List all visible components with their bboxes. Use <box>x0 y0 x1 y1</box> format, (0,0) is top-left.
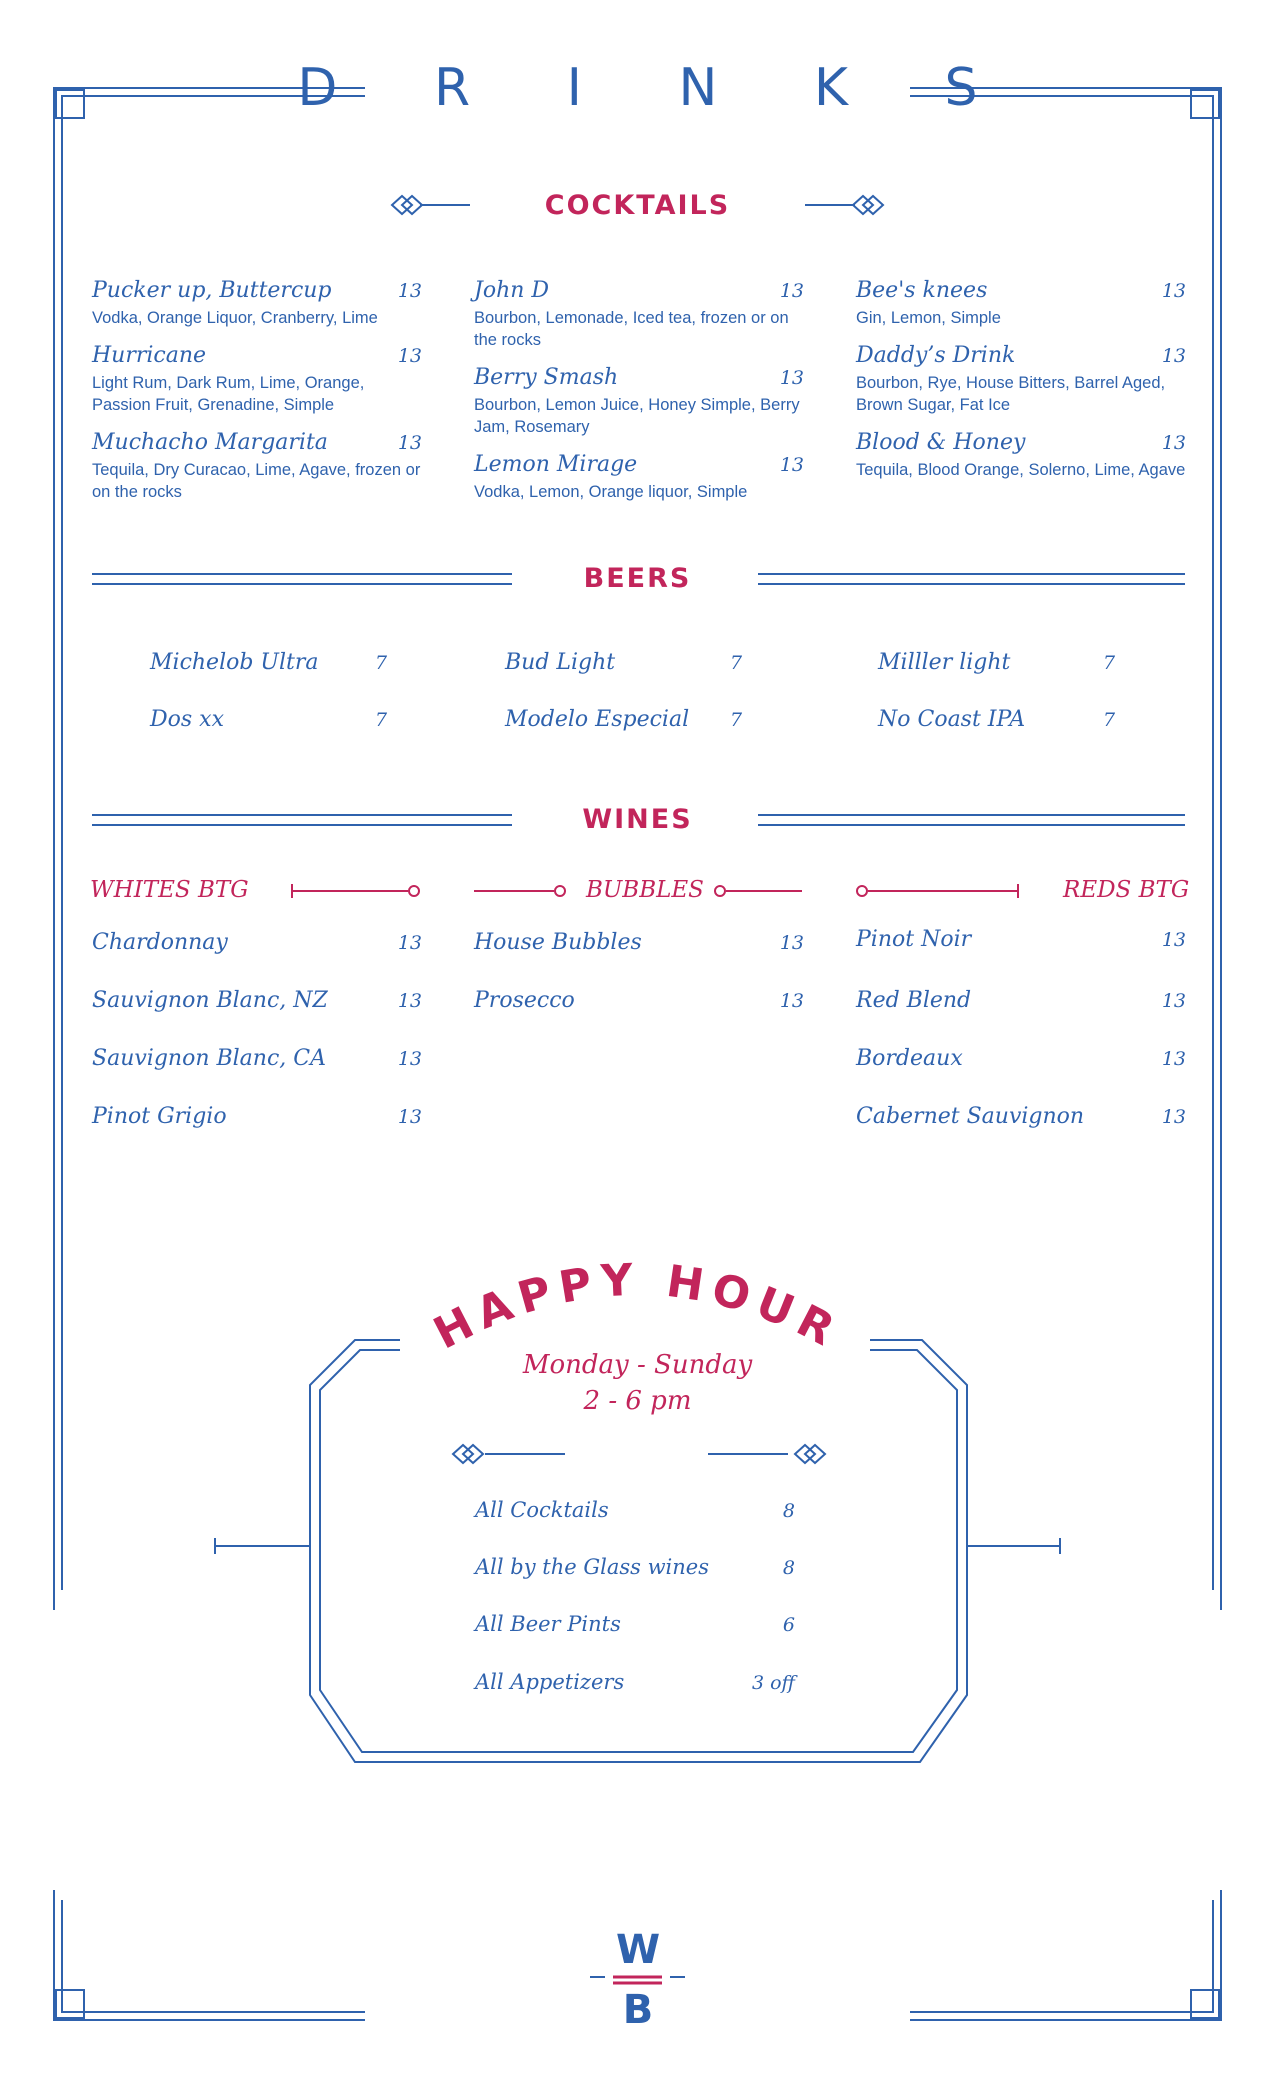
item-name: All by the Glass wines <box>475 1555 709 1579</box>
item-name: No Coast IPA <box>878 707 1026 732</box>
item-description: Bourbon, Rye, House Bitters, Barrel Aged, Brown Sugar, Fat Ice <box>856 374 1166 414</box>
item-name: All Cocktails <box>475 1498 609 1522</box>
happy-hour-item <box>475 1612 795 1636</box>
wine-item <box>856 988 1186 1013</box>
item-name: Muchacho Margarita <box>92 430 328 455</box>
wine-item <box>92 1046 422 1071</box>
item-description: Tequila, Blood Orange, Solerno, Lime, Agave <box>856 461 1186 479</box>
item-price: 13 <box>1161 1048 1186 1070</box>
beers-heading: BEERS <box>583 563 692 594</box>
item-price: 13 <box>1161 432 1186 454</box>
item-name: Hurricane <box>92 343 207 368</box>
item-name: All Appetizers <box>475 1670 625 1694</box>
item-name: Sauvignon Blanc, NZ <box>92 988 328 1013</box>
item-name: Modelo Especial <box>505 707 690 732</box>
item-price: 13 <box>397 1106 422 1128</box>
happy-hour-title: HAPPY HOUR <box>425 1254 850 1360</box>
logo-letter-w: W <box>615 1927 661 1973</box>
item-name: Berry Smash <box>474 365 619 390</box>
item-price: 13 <box>397 345 422 367</box>
item-price: 13 <box>1161 280 1186 302</box>
menu-item <box>474 365 804 438</box>
item-name: Sauvignon Blanc, CA <box>92 1046 326 1071</box>
item-name: Pucker up, Buttercup <box>92 278 332 303</box>
wine-item <box>92 988 422 1013</box>
menu-item <box>474 452 804 503</box>
item-description: Vodka, Lemon, Orange liquor, Simple <box>474 483 748 501</box>
item-name: Bordeaux <box>856 1046 963 1071</box>
item-name: Milller light <box>878 650 1011 675</box>
menu-item <box>856 430 1186 481</box>
menu-title: D R I N K S <box>297 58 1018 118</box>
item-name: Pinot Noir <box>856 927 972 952</box>
wine-item <box>856 927 1186 952</box>
item-price: 8 <box>782 1557 795 1579</box>
item-price: 3 off <box>751 1672 795 1694</box>
logo-letter-b: B <box>622 1987 654 2033</box>
item-price: 13 <box>397 432 422 454</box>
wine-item <box>856 1046 1186 1071</box>
wine-item <box>856 1104 1186 1129</box>
item-price: 7 <box>1103 709 1116 731</box>
item-price: 13 <box>779 990 804 1012</box>
item-price: 13 <box>779 932 804 954</box>
item-name: All Beer Pints <box>475 1612 621 1636</box>
item-name: John D <box>474 278 550 303</box>
item-description: Light Rum, Dark Rum, Lime, Orange, Passion Fruit, Grenadine, Simple <box>92 374 365 414</box>
menu-item <box>856 343 1186 416</box>
item-price: 7 <box>730 652 743 674</box>
wines-heading: WINES <box>582 804 693 835</box>
item-price: 13 <box>1161 345 1186 367</box>
item-price: 13 <box>397 990 422 1012</box>
item-name: Lemon Mirage <box>474 452 638 477</box>
item-name: House Bubbles <box>474 930 642 955</box>
happy-hour-item <box>475 1498 795 1522</box>
item-description: Tequila, Dry Curacao, Lime, Agave, frozen or on the rocks <box>92 461 421 501</box>
wb-logo <box>590 1977 685 1983</box>
item-price: 7 <box>730 709 743 731</box>
item-price: 13 <box>779 280 804 302</box>
item-price: 13 <box>397 932 422 954</box>
item-description: Gin, Lemon, Simple <box>856 309 1001 327</box>
item-name: Dos xx <box>150 707 224 732</box>
item-price: 8 <box>782 1500 795 1522</box>
item-name: Daddy’s Drink <box>856 343 1016 368</box>
item-description: Vodka, Orange Liquor, Cranberry, Lime <box>92 309 378 327</box>
item-price: 6 <box>782 1614 795 1636</box>
cocktails-column-2 <box>474 278 804 517</box>
item-price: 13 <box>397 280 422 302</box>
svg-text:HAPPY HOUR <box>426 1254 849 1359</box>
item-name: Cabernet Sauvignon <box>856 1104 1085 1129</box>
happy-hour-times: 2 - 6 pm <box>583 1386 692 1416</box>
wine-item <box>92 1104 422 1129</box>
item-price: 13 <box>1161 990 1186 1012</box>
item-price: 13 <box>779 454 804 476</box>
item-price: 13 <box>1161 929 1186 951</box>
item-name: Prosecco <box>474 988 575 1013</box>
menu-item <box>92 430 422 503</box>
item-name: Michelob Ultra <box>150 650 319 675</box>
item-description: Bourbon, Lemon Juice, Honey Simple, Berry Jam, Rosemary <box>474 396 800 436</box>
item-name: Bee's knees <box>856 278 988 303</box>
item-name: Red Blend <box>856 988 972 1013</box>
whites-heading: WHITES BTG <box>90 877 249 903</box>
item-name: Pinot Grigio <box>92 1104 227 1129</box>
item-price: 13 <box>1161 1106 1186 1128</box>
wine-item <box>92 930 422 955</box>
wine-item <box>474 930 804 955</box>
item-name: Blood & Honey <box>856 430 1026 455</box>
item-price: 13 <box>779 367 804 389</box>
item-price: 7 <box>1103 652 1116 674</box>
menu-item <box>474 278 804 351</box>
reds-heading: REDS BTG <box>1063 877 1190 903</box>
happy-hour-item <box>475 1670 795 1694</box>
wine-item <box>474 988 804 1013</box>
happy-hour-item <box>475 1555 795 1579</box>
item-description: Bourbon, Lemonade, Iced tea, frozen or on the rocks <box>474 309 789 349</box>
cocktails-column-3 <box>856 278 1186 495</box>
menu-item <box>92 343 422 416</box>
cocktails-heading: COCKTAILS <box>544 190 731 221</box>
happy-hour-days: Monday - Sunday <box>522 1350 753 1380</box>
cocktails-column-1 <box>92 278 422 517</box>
item-price: 7 <box>375 652 388 674</box>
menu-item <box>92 278 422 329</box>
menu-item <box>856 278 1186 329</box>
bubbles-heading: BUBBLES <box>586 877 704 903</box>
item-price: 7 <box>375 709 388 731</box>
item-name: Chardonnay <box>92 930 228 955</box>
item-price: 13 <box>397 1048 422 1070</box>
item-name: Bud Light <box>505 650 616 675</box>
